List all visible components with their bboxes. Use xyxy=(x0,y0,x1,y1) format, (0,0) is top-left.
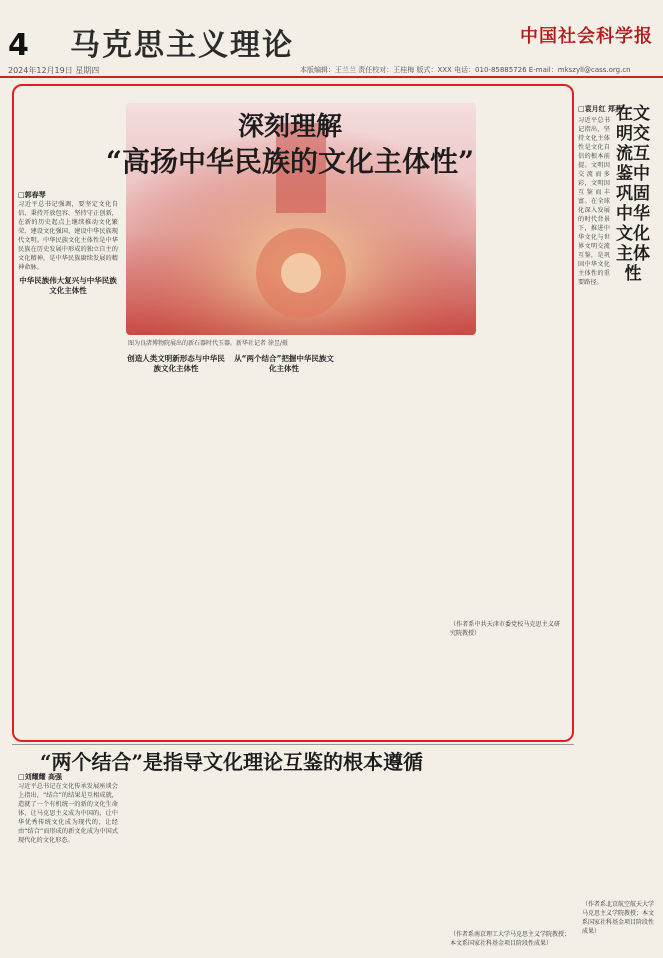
lead-subhead-3: 从“两个结合”把握中华民族文化主体性 xyxy=(234,354,334,373)
lead-column-4 xyxy=(342,180,442,730)
lead-subhead-1: 中华民族伟大复兴与中华民族文化主体性 xyxy=(19,276,117,295)
dateline: 2024年12月19日 星期四 xyxy=(8,66,100,75)
bottom-column-3 xyxy=(234,782,334,952)
bottom-column-5 xyxy=(450,782,560,922)
lead-column-5 xyxy=(450,180,560,680)
lead-column-1 xyxy=(18,200,118,730)
bottom-author: □刘耀耀 高强 xyxy=(18,773,63,781)
page-number: 4 xyxy=(8,28,29,63)
header-rule xyxy=(0,76,663,78)
lead-title-line2: “高扬中华民族的文化主体性” xyxy=(105,145,475,178)
lead-title-line1: 深刻理解 xyxy=(237,112,342,142)
side-note: （作者系北京航空航天大学马克思主义学院教授；本文系国家社科基金项目阶段性成果） xyxy=(582,901,655,935)
bottom-title: “两个结合”是指导文化理论互鉴的根本遵循 xyxy=(40,750,424,774)
lead-author: □郭春琴 xyxy=(18,191,46,199)
bottom-column-2 xyxy=(126,782,226,952)
side-column-2 xyxy=(582,330,656,890)
photo-caption: 图为良渚博物院展出的新石器时代玉器。新华社记者 徐昱/摄 xyxy=(128,340,288,347)
lead-note: （作者系中共天津市委党校马克思主义研究院教授） xyxy=(450,621,560,637)
section-title: 马克思主义理论 xyxy=(70,28,294,63)
bottom-column-4 xyxy=(342,782,442,952)
side-author: □袁月红 郑燕 xyxy=(578,105,623,113)
side-title: 在文明交流互鉴中巩固中华文化主体性 xyxy=(616,104,650,284)
bottom-column-1 xyxy=(18,782,118,952)
side-body: 习近平总书记指出，坚持文化主体性是文化自信的根本前提。文明因交流而多彩，文明因互鉴而丰富。在全球化深入发展的时代背景下，推进中华文化与世界文明交流互鉴，是巩固中华文化主体性的重要路径。 xyxy=(578,117,610,286)
bottom-note: （作者系南京理工大学马克思主义学院教授；本文系国家社科基金项目阶段性成果） xyxy=(450,931,571,947)
lead-column-2 xyxy=(126,350,226,730)
section-divider xyxy=(12,744,574,745)
editor-credits: 本版编辑：王兰兰 责任校对：王桂梅 版式：XXX 电话：010-85885726 E-mail：mkszyll@cass.org.cn xyxy=(300,66,631,74)
masthead: 中国社会科学报 xyxy=(520,26,653,47)
bottom-body: 习近平总书记在文化传承发展座谈会上指出，“结合”的结果是互相成就，造就了一个有机统一的新的文化生命体，让马克思主义成为中国的，让中华优秀传统文化成为现代的，让经由“结合”而形成的新文化成为中国式现代化的文化形态。 xyxy=(18,783,118,844)
lead-column-3 xyxy=(234,350,334,730)
lead-subhead-2: 创造人类文明新形态与中华民族文化主体性 xyxy=(127,354,225,373)
lead-body: 习近平总书记强调，要坚定文化自信、秉持开放包容、坚持守正创新，在新的历史起点上继续推动文化繁荣、建设文化强国、建设中华民族现代文明。中华民族文化主体性是中华民族在历史发展中形成的独立自主的文化精神，是中华民族赓续发展的精神命脉。 xyxy=(18,201,118,271)
